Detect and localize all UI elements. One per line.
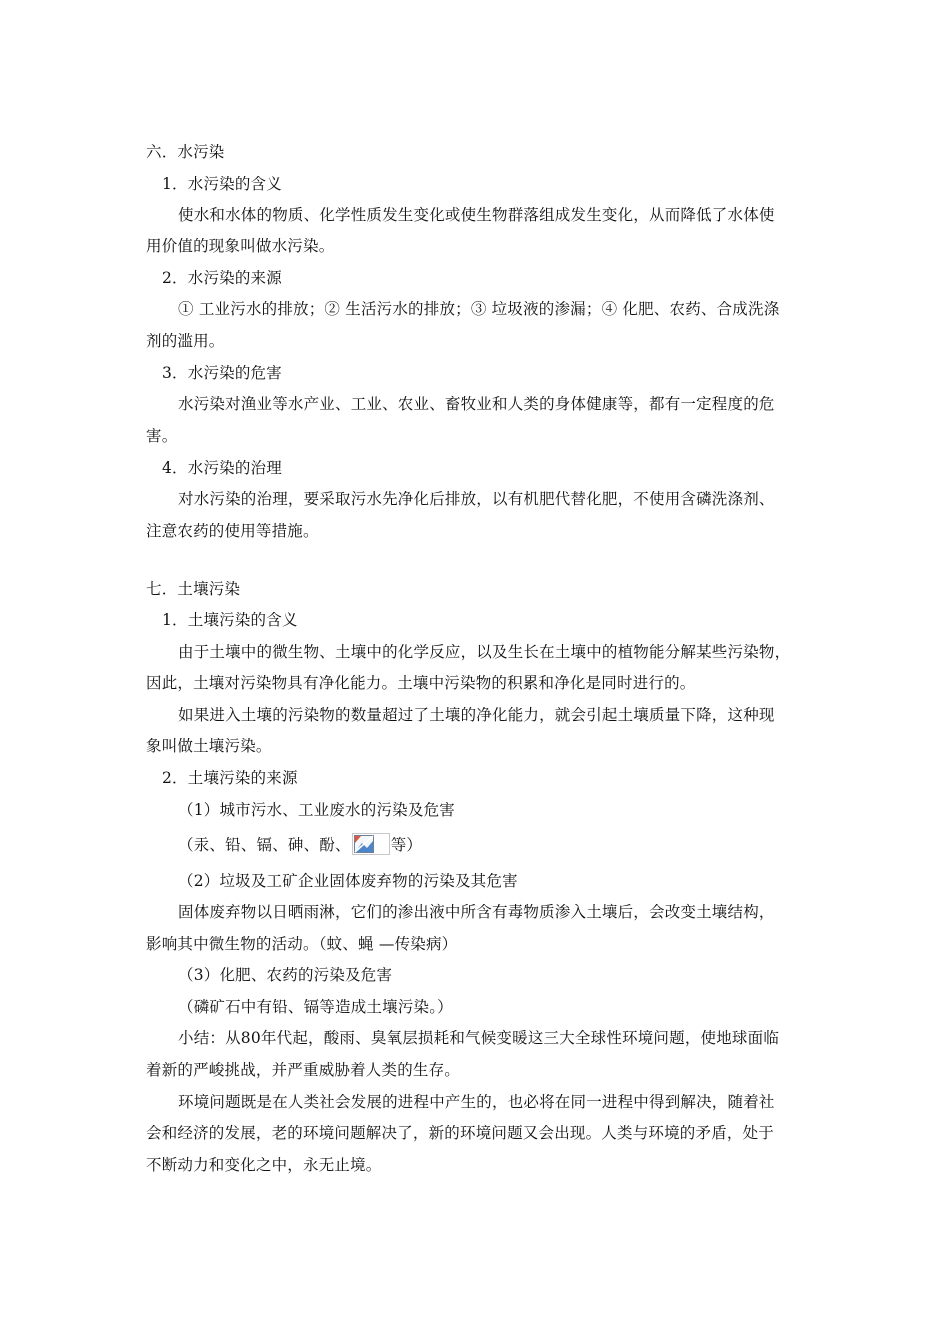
- detail-text-before: （汞、铅、镉、砷、酚、: [178, 836, 351, 854]
- closing-paragraph-line: 不断动力和变化之中，永无止境。: [146, 1156, 382, 1174]
- paragraph-line: 象叫做土壤污染。: [146, 737, 272, 755]
- paragraph-line: 害。: [146, 427, 178, 445]
- section-heading-water-pollution: 六．水污染: [146, 143, 225, 161]
- paragraph-line: 剂的滥用。: [146, 332, 225, 350]
- paragraph-line: 用价值的现象叫做水污染。: [146, 237, 335, 255]
- closing-paragraph-line: 会和经济的发展，老的环境问题解决了，新的环境问题又会出现。人类与环境的矛盾，处于: [146, 1124, 775, 1142]
- paragraph-line: 影响其中微生物的活动。（蚊、蝇 —传染病）: [146, 935, 458, 953]
- paragraph-line: ① 工业污水的排放；② 生活污水的排放；③ 垃圾液的渗漏；④ 化肥、农药、合成洗涤: [178, 300, 780, 318]
- source-item-title: （1）城市污水、工业废水的污染及危害: [178, 801, 455, 819]
- summary-line: 小结：从80年代起，酸雨、臭氧层损耗和气候变暖这三大全球性环境问题，使地球面临: [178, 1029, 780, 1047]
- broken-image-glyph: [354, 835, 374, 853]
- source-item-detail: [178, 833, 848, 855]
- subsection-title: 1．水污染的含义: [162, 175, 282, 193]
- subsection-title: 3．水污染的危害: [162, 364, 282, 382]
- source-item-title: （2）垃圾及工矿企业固体废弃物的污染及其危害: [178, 872, 518, 890]
- paragraph-line: 因此，土壤对污染物具有净化能力。土壤中污染物的积累和净化是同时进行的。: [146, 674, 696, 692]
- summary-line: 着新的严峻挑战，并严重威胁着人类的生存。: [146, 1061, 461, 1079]
- closing-paragraph-line: 环境问题既是在人类社会发展的进程中产生的，也必将在同一进程中得到解决，随着社: [178, 1093, 775, 1111]
- paragraph-line: 使水和水体的物质、化学性质发生变化或使生物群落组成发生变化，从而降低了水体使: [178, 206, 775, 224]
- section-heading-soil-pollution: 七．土壤污染: [146, 580, 241, 598]
- subsection-title: 2．水污染的来源: [162, 269, 282, 287]
- paragraph-line: 注意农药的使用等措施。: [146, 522, 319, 540]
- paragraph-line: 如果进入土壤的污染物的数量超过了土壤的净化能力，就会引起土壤质量下降，这种现: [178, 706, 775, 724]
- broken-image-icon: [352, 833, 390, 855]
- paragraph-line: 由于土壤中的微生物、土壤中的化学反应，以及生长在土壤中的植物能分解某些污染物，: [178, 643, 791, 661]
- source-item-title: （3）化肥、农药的污染及危害: [178, 966, 393, 984]
- source-item-detail: （磷矿石中有铅、镉等造成土壤污染。）: [178, 998, 453, 1016]
- subsection-title: 4．水污染的治理: [162, 459, 282, 477]
- subsection-title: 1．土壤污染的含义: [162, 611, 298, 629]
- paragraph-line: 对水污染的治理，要采取污水先净化后排放，以有机肥代替化肥，不使用含磷洗涤剂、: [178, 490, 775, 508]
- paragraph-line: 水污染对渔业等水产业、工业、农业、畜牧业和人类的身体健康等，都有一定程度的危: [178, 395, 775, 413]
- subsection-title: 2．土壤污染的来源: [162, 769, 298, 787]
- paragraph-line: 固体废弃物以日晒雨淋，它们的渗出液中所含有毒物质渗入土壤后，会改变土壤结构，: [178, 903, 775, 921]
- detail-text-after: 等）: [390, 836, 423, 854]
